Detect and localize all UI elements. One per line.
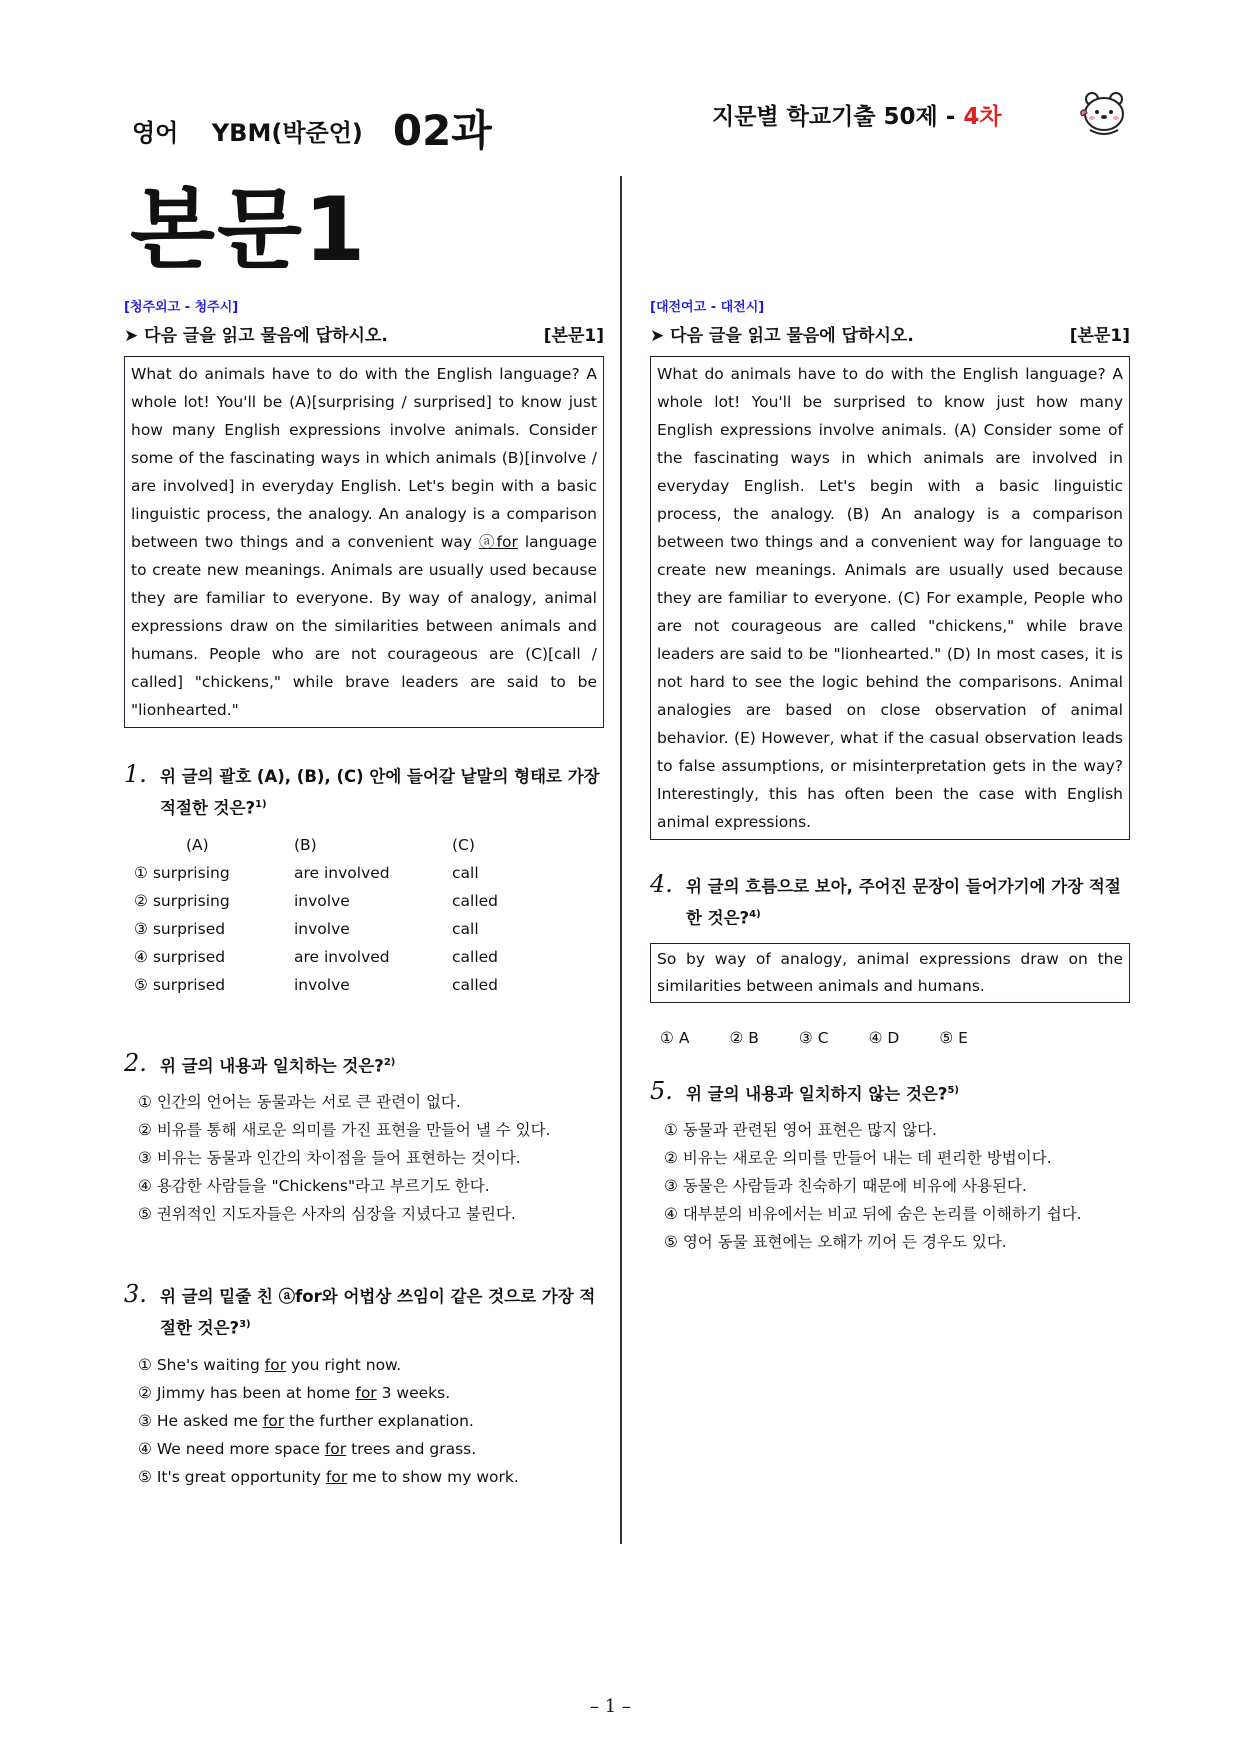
source-label: [대전여고 - 대전시] bbox=[650, 300, 765, 315]
choice bbox=[134, 1463, 604, 1491]
question-text: 위 글의 내용과 일치하는 것은? bbox=[160, 1056, 384, 1075]
choice bbox=[134, 1379, 604, 1407]
lesson: 02과 bbox=[392, 106, 492, 155]
cell: call bbox=[452, 919, 479, 938]
question-2 bbox=[124, 1049, 604, 1081]
choice-text: you right now. bbox=[286, 1355, 402, 1374]
choice: ④ 용감한 사람들을 "Chickens"라고 부르기도 한다. bbox=[138, 1177, 490, 1195]
textbook: YBM(박준언) bbox=[211, 119, 363, 147]
underlined-for: ⓐfor bbox=[479, 533, 518, 551]
question-3 bbox=[124, 1280, 604, 1343]
choice-text: ② Jimmy has been at home bbox=[138, 1383, 356, 1402]
question-text: 위 글의 흐름으로 보아, 주어진 문장이 들어가기에 가장 적절한 것은? bbox=[686, 877, 1121, 928]
question-text: 위 글의 내용과 일치하지 않는 것은? bbox=[686, 1084, 948, 1103]
passage-part: What do animals have to do with the English language? A whole lot! You'll be (A)[surprising / surprised] to know just how many English expressions involve animals. Consider some of the fascinating ways in which animals (B)[involve / are involved] in everyday English. Let's begin with a basic linguistic process, the analogy. An analogy is a comparison between two things and a convenient way bbox=[131, 365, 597, 551]
bear-mascot-icon bbox=[1078, 86, 1130, 138]
choice: ① 인간의 언어는 동물과는 서로 큰 관련이 없다. bbox=[138, 1093, 461, 1111]
passage-box: What do animals have to do with the English language? A whole lot! You'll be surprised to know just how many English expressions involve animals. (A) Consider some of the fascinating ways in which animals are involved in everyday English. Let's begin with a basic linguistic process, the analogy. (B) An analogy is a comparison between two things and a convenient way for language to create new meanings. Animals are usually used because they are familiar to everyone. (C) For example, People who are not courageous are called "chickens," while brave leaders are said to be "lionhearted." (D) In most cases, it is not hard to see the logic behind the comparisons. Animal analogies are based on close observation of animal behavior. (E) However, what if the casual observation leads to false assumptions, or misinterpretation gets in the way? Interestingly, this has often been the case with English animal expressions. bbox=[650, 356, 1130, 840]
col-a: (A) bbox=[186, 835, 209, 854]
page-number: – 1 – bbox=[590, 1696, 631, 1717]
question-number: 2. bbox=[124, 1049, 147, 1077]
choice-text: the further explanation. bbox=[284, 1411, 474, 1430]
underlined-for: for bbox=[264, 1355, 287, 1374]
table-row bbox=[134, 971, 604, 999]
answer-table bbox=[134, 831, 604, 999]
passage-box bbox=[124, 356, 604, 728]
choice: ① 동물과 관련된 영어 표현은 많지 않다. bbox=[664, 1121, 937, 1139]
choice bbox=[134, 1407, 604, 1435]
choice-text: ⑤ It's great opportunity bbox=[138, 1467, 326, 1486]
choice-text: ③ He asked me bbox=[138, 1411, 263, 1430]
question-number: 3. bbox=[124, 1280, 147, 1308]
col-c: (C) bbox=[452, 835, 475, 854]
choice-text: trees and grass. bbox=[346, 1439, 477, 1458]
choice: ⑤ E bbox=[939, 1028, 968, 1047]
choice-text: ① She's waiting bbox=[138, 1355, 265, 1374]
header-right bbox=[712, 98, 1002, 131]
page-title: 본문1 bbox=[130, 178, 368, 281]
question-4 bbox=[650, 870, 1130, 933]
choice: ④ 대부분의 비유에서는 비교 뒤에 숨은 논리를 이해하기 쉽다. bbox=[664, 1205, 1082, 1223]
choice: ③ C bbox=[798, 1028, 829, 1047]
choice: ② B bbox=[729, 1028, 759, 1047]
choice: ③ 동물은 사람들과 친숙하기 때문에 비유에 사용된다. bbox=[664, 1177, 1027, 1195]
choice-list bbox=[124, 1088, 604, 1228]
choice: ⑤ 권위적인 지도자들은 사자의 심장을 지녔다고 불린다. bbox=[138, 1205, 516, 1223]
left-column bbox=[124, 296, 604, 1491]
column-divider bbox=[620, 176, 622, 1544]
cell: involve bbox=[294, 975, 350, 994]
direction-line bbox=[124, 321, 604, 346]
choice bbox=[134, 1435, 604, 1463]
source-label: [청주외고 - 청주시] bbox=[124, 300, 239, 315]
question-number: 1. bbox=[124, 760, 147, 788]
right-column bbox=[650, 296, 1130, 1256]
cell: call bbox=[452, 863, 479, 882]
choice-text: me to show my work. bbox=[347, 1467, 519, 1486]
cell: are involved bbox=[294, 947, 390, 966]
choice: ④ D bbox=[868, 1028, 900, 1047]
cell: called bbox=[452, 891, 499, 910]
choice bbox=[134, 1351, 604, 1379]
question-5 bbox=[650, 1077, 1130, 1109]
direction-text: ➤ 다음 글을 읽고 물음에 답하시오. bbox=[124, 326, 388, 346]
underlined-for: for bbox=[355, 1383, 377, 1402]
choice-text: ④ We need more space bbox=[138, 1439, 325, 1458]
round-label: 4차 bbox=[963, 104, 1002, 130]
header-left bbox=[132, 98, 492, 158]
footnote-mark: 4) bbox=[749, 909, 761, 920]
cell: ⑤ surprised bbox=[134, 975, 226, 994]
cell: ② surprising bbox=[134, 891, 230, 910]
question-text: 위 글의 괄호 (A), (B), (C) 안에 들어갈 낱말의 형태로 가장 적절한 것은? bbox=[160, 767, 600, 818]
cell: called bbox=[452, 947, 499, 966]
choice-list bbox=[650, 1116, 1130, 1256]
direction-line bbox=[650, 321, 1130, 346]
passage-tag: [본문1] bbox=[543, 326, 604, 346]
question-number: 4. bbox=[650, 870, 673, 898]
table-row bbox=[134, 943, 604, 971]
series-label: 지문별 학교기출 50제 - bbox=[712, 104, 964, 130]
question-text: 위 글의 밑줄 친 ⓐfor와 어법상 쓰임이 같은 것으로 가장 적절한 것은? bbox=[160, 1287, 596, 1338]
cell: ① surprising bbox=[134, 863, 230, 882]
table-row bbox=[134, 887, 604, 915]
cell: involve bbox=[294, 891, 350, 910]
choice: ③ 비유는 동물과 인간의 차이점을 들어 표현하는 것이다. bbox=[138, 1149, 521, 1167]
footnote-mark: 2) bbox=[383, 1056, 396, 1068]
cell: called bbox=[452, 975, 499, 994]
cell: ③ surprised bbox=[134, 919, 226, 938]
choice: ② 비유를 통해 새로운 의미를 가진 표현을 만들어 낼 수 있다. bbox=[138, 1121, 551, 1139]
passage-tag: [본문1] bbox=[1069, 326, 1130, 346]
choice: ② 비유는 새로운 의미를 만들어 내는 데 편리한 방법이다. bbox=[664, 1149, 1052, 1167]
footnote-mark: 3) bbox=[239, 1319, 251, 1330]
footnote-mark: 5) bbox=[947, 1084, 959, 1096]
choice-list bbox=[124, 1351, 604, 1491]
underlined-for: for bbox=[324, 1439, 347, 1458]
col-b: (B) bbox=[294, 835, 317, 854]
table-row bbox=[134, 859, 604, 887]
cell: ④ surprised bbox=[134, 947, 226, 966]
direction-text: ➤ 다음 글을 읽고 물음에 답하시오. bbox=[650, 326, 914, 346]
underlined-for: for bbox=[325, 1467, 348, 1486]
choice: ① A bbox=[660, 1028, 690, 1047]
question-number: 5. bbox=[650, 1077, 673, 1105]
table-header bbox=[134, 831, 604, 859]
cell: involve bbox=[294, 919, 350, 938]
choice-text: 3 weeks. bbox=[376, 1383, 451, 1402]
cell: are involved bbox=[294, 863, 390, 882]
choice-list bbox=[660, 1029, 1130, 1047]
given-sentence-box: So by way of analogy, animal expressions draw on the similarities between animals and humans. bbox=[650, 943, 1130, 1003]
table-row bbox=[134, 915, 604, 943]
question-1 bbox=[124, 760, 604, 823]
passage-part: language to create new meanings. Animals are usually used because they are familiar to everyone. By way of analogy, animal expressions draw on the similarities between animals and humans. People who are not courageous are (C)[call / called] "chickens," while brave leaders are said to be "lionhearted." bbox=[131, 533, 597, 719]
choice: ⑤ 영어 동물 표현에는 오해가 끼어 든 경우도 있다. bbox=[664, 1233, 1007, 1251]
underlined-for: for bbox=[262, 1411, 285, 1430]
subject: 영어 bbox=[132, 119, 179, 147]
footnote-mark: 1) bbox=[255, 799, 267, 810]
